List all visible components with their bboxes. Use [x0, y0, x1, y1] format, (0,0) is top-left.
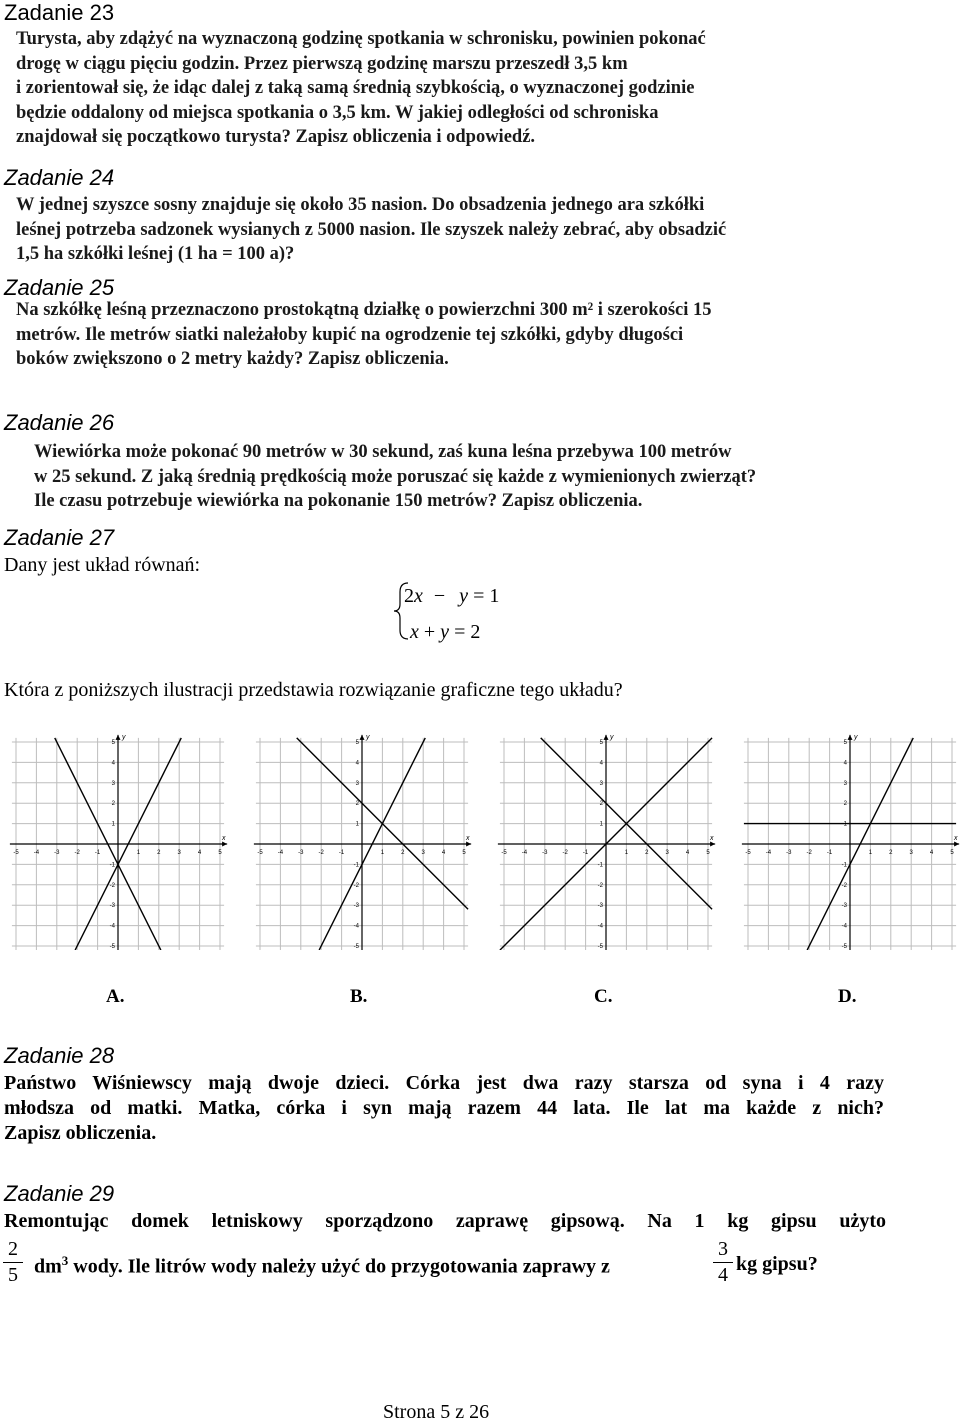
y-tick-label: 1: [355, 821, 359, 828]
x-tick-label: 2: [645, 850, 649, 856]
x-tick-label: 4: [929, 850, 934, 856]
task-27-intro: Dany jest układ równań:: [4, 554, 201, 576]
y-tick-label: 1: [599, 821, 603, 828]
task-27-heading: Zadanie 27: [4, 525, 115, 550]
task-25-text: [16, 298, 712, 372]
y-tick-label: -3: [841, 903, 847, 910]
x-tick-label: 2: [157, 850, 161, 856]
x-tick-label: -1: [94, 850, 101, 856]
task-25-line: metrów. Ile metrów siatki należałoby kupić na ogrodzenie tej szkółki, gdyby długości: [16, 324, 684, 345]
y-tick-label: 3: [355, 780, 359, 787]
task-23-line: będzie oddalony od miejsca spotkania o 3,5 km. W jakiej odległości od schroniska: [16, 102, 659, 123]
task-25-line: boków zwiększono o 2 metry każdy? Zapisz obliczenia.: [16, 349, 449, 369]
y-axis-label: y: [610, 733, 614, 741]
y-tick-label: -1: [353, 862, 359, 869]
y-tick-label: -2: [841, 882, 847, 889]
x-tick-label: -4: [277, 850, 284, 856]
x-tick-label: 4: [197, 850, 202, 856]
task-24-heading: Zadanie 24: [4, 165, 115, 190]
x-tick-label: -1: [582, 850, 589, 856]
y-tick-label: -3: [597, 903, 603, 910]
task-28-line: Zapisz obliczenia.: [4, 1122, 157, 1144]
x-axis-arrow: [466, 842, 471, 847]
x-tick-label: -3: [786, 850, 792, 856]
option-c-label: C.: [594, 986, 613, 1007]
x-tick-label: 2: [889, 850, 893, 856]
eq1-rhs: 1: [489, 585, 500, 607]
y-tick-label: -4: [841, 923, 847, 930]
task-25-line: Na szkółkę leśną przeznaczono prostokątną działkę o powierzchni 300 m² i szerokości 15: [16, 300, 712, 320]
y-tick-label: -1: [597, 862, 603, 869]
y-tick-label: -2: [109, 882, 115, 889]
graph-d: [740, 732, 960, 950]
y-tick-label: 5: [843, 740, 847, 746]
x-tick-label: -5: [13, 850, 19, 856]
x-tick-label: 1: [380, 850, 385, 856]
x-tick-label: -2: [318, 850, 324, 856]
task-29-heading: Zadanie 29: [4, 1181, 115, 1206]
y-tick-label: -1: [109, 862, 115, 869]
x-tick-label: 3: [665, 850, 669, 856]
eq2-y: y: [440, 621, 450, 643]
x-tick-label: -2: [74, 850, 80, 856]
x-tick-label: 3: [177, 850, 181, 856]
y-tick-label: -5: [597, 944, 603, 950]
y-tick-label: -3: [353, 903, 359, 910]
x-axis-arrow: [954, 842, 959, 847]
task-29-line-2a: [34, 1253, 610, 1279]
y-tick-label: -4: [597, 923, 603, 930]
x-tick-label: -4: [33, 850, 40, 856]
task-23-line: drogę w ciągu pięciu godzin. Przez pierwszą godzinę marszu przeszedł 3,5 km: [16, 53, 628, 74]
eq2-equals: =: [454, 621, 466, 643]
equation-1: [404, 585, 499, 608]
task-24-text: [16, 193, 726, 267]
x-tick-label: -3: [54, 850, 60, 856]
task-26-text: [34, 440, 756, 514]
x-tick-label: 5: [950, 850, 954, 856]
option-b-label: B.: [350, 986, 368, 1007]
eq2-x: x: [410, 621, 419, 643]
y-tick-label: 4: [843, 760, 847, 767]
y-axis-arrow: [604, 735, 609, 740]
equation-2: [410, 621, 480, 644]
y-tick-label: -2: [597, 882, 603, 889]
fraction-numerator: 2: [8, 1238, 18, 1260]
x-tick-label: -4: [521, 850, 528, 856]
task-26-line: w 25 sekund. Z jaką średnią prędkością może poruszać się każde z wymienionych zwierząt?: [34, 466, 757, 487]
graph-b: [252, 732, 472, 950]
x-tick-label: 5: [706, 850, 710, 856]
graph-a: [8, 732, 228, 950]
y-tick-label: 2: [599, 801, 603, 808]
y-tick-label: -4: [353, 923, 359, 930]
x-tick-label: 3: [909, 850, 913, 856]
eq1-equals: =: [473, 585, 485, 607]
x-axis-label: x: [222, 835, 226, 842]
fraction-numerator: 3: [718, 1238, 728, 1260]
x-tick-label: 2: [401, 850, 405, 856]
task-24-line: 1,5 ha szkółki leśnej (1 ha = 100 a)?: [16, 244, 295, 264]
y-tick-label: 2: [355, 801, 359, 808]
y-tick-label: 2: [111, 801, 115, 808]
eq2-rhs: 2: [470, 621, 481, 643]
y-axis-label: y: [122, 733, 126, 741]
x-tick-label: 1: [624, 850, 629, 856]
task-27-question: Która z poniższych ilustracji przedstawia rozwiązanie graficzne tego układu?: [4, 679, 623, 701]
x-tick-label: -5: [745, 850, 751, 856]
task-25-heading: Zadanie 25: [4, 275, 115, 300]
fraction-denominator: 4: [718, 1264, 728, 1286]
task-24-line: leśnej potrzeba sadzonek wysianych z 5000 nasion. Ile szyszek należy zebrać, aby obsadzić: [16, 219, 727, 240]
x-axis-label: x: [954, 835, 958, 842]
y-tick-label: -5: [353, 944, 359, 950]
y-tick-label: -4: [109, 923, 115, 930]
x-tick-label: -5: [501, 850, 507, 856]
x-tick-label: -3: [542, 850, 548, 856]
eq2-plus: +: [423, 621, 436, 643]
task-28-heading: Zadanie 28: [4, 1043, 115, 1068]
page-number: Strona 5 z 26: [383, 1401, 490, 1423]
unit-exponent: 3: [61, 1253, 69, 1268]
eq1-coefficient: 2: [404, 585, 414, 607]
y-tick-label: 5: [111, 740, 115, 746]
x-axis-arrow: [710, 842, 715, 847]
x-tick-label: 4: [441, 850, 446, 856]
fraction-denominator: 5: [8, 1264, 18, 1286]
x-tick-label: -5: [257, 850, 263, 856]
y-axis-arrow: [360, 735, 365, 740]
task-26-heading: Zadanie 26: [4, 410, 115, 435]
task-26-line: Ile czasu potrzebuje wiewiórka na pokonanie 150 metrów? Zapisz obliczenia.: [34, 491, 643, 511]
y-tick-label: -2: [353, 882, 359, 889]
y-tick-label: 5: [355, 740, 359, 746]
y-tick-label: 4: [599, 760, 603, 767]
task-28-line: młodsza od matki. Matka, córka i syn mają razem 44 lata. Ile lat ma każde z nich?: [4, 1097, 884, 1119]
task-29-line-1: Remontując domek letniskowy sporządzono zaprawę gipsową. Na 1 kg gipsu użyto: [4, 1210, 886, 1232]
task-23-line: znajdował się początkowo turysta? Zapisz obliczenia i odpowiedź.: [16, 127, 536, 147]
x-tick-label: 1: [868, 850, 873, 856]
x-tick-label: -1: [826, 850, 833, 856]
y-tick-label: 4: [111, 760, 115, 767]
graph-c: [496, 732, 716, 950]
x-tick-label: 5: [218, 850, 222, 856]
task-23-text: [16, 27, 706, 150]
y-tick-label: -3: [109, 903, 115, 910]
eq1-y: y: [459, 585, 469, 607]
y-tick-label: -5: [109, 944, 115, 950]
task-29-line-2-text: wody. Ile litrów wody należy użyć do przygotowania zaprawy z: [73, 1255, 610, 1278]
task-28-text: [4, 1071, 884, 1146]
task-23-line: i zorientował się, że idąc dalej z taką samą średnią szybkością, o wyznaczonej godzinie: [16, 78, 695, 98]
y-tick-label: 5: [599, 740, 603, 746]
y-axis-arrow: [116, 735, 121, 740]
x-tick-label: 5: [462, 850, 466, 856]
task-28-line: Państwo Wiśniewscy mają dwoje dzieci. Córka jest dwa razy starsza od syna i 4 razy: [4, 1072, 884, 1094]
task-24-line: W jednej szyszce sosny znajduje się około 35 nasion. Do obsadzenia jednego ara szkółki: [16, 195, 705, 215]
eq1-minus: −: [433, 585, 446, 607]
eq1-x: x: [414, 585, 423, 607]
y-tick-label: 1: [843, 821, 847, 828]
fraction-two-fifths: [0, 1238, 26, 1287]
y-axis-label: y: [854, 733, 858, 741]
x-tick-label: -2: [562, 850, 568, 856]
y-tick-label: 1: [111, 821, 115, 828]
y-tick-label: 4: [355, 760, 359, 767]
y-axis-arrow: [848, 735, 853, 740]
task-23-line: Turysta, aby zdążyć na wyznaczoną godzinę spotkania w schronisku, powinien pokonać: [16, 29, 706, 49]
task-23-heading: Zadanie 23: [4, 0, 115, 25]
y-tick-label: -1: [841, 862, 847, 869]
task-26-line: Wiewiórka może pokonać 90 metrów w 30 sekund, zaś kuna leśna przebywa 100 metrów: [34, 442, 732, 462]
x-tick-label: -4: [765, 850, 772, 856]
y-tick-label: 3: [111, 780, 115, 787]
x-axis-label: x: [466, 835, 470, 842]
x-axis-label: x: [710, 835, 714, 842]
x-tick-label: -3: [298, 850, 304, 856]
y-axis-label: y: [366, 733, 370, 741]
x-tick-label: 4: [685, 850, 690, 856]
x-tick-label: -1: [338, 850, 345, 856]
x-tick-label: 3: [421, 850, 425, 856]
task-29-line-2-end: kg gipsu?: [736, 1253, 818, 1275]
y-tick-label: 3: [843, 780, 847, 787]
x-tick-label: -2: [806, 850, 812, 856]
fraction-three-quarters: [710, 1238, 736, 1287]
x-axis-arrow: [222, 842, 227, 847]
option-d-label: D.: [838, 986, 857, 1007]
unit-dm: dm: [34, 1255, 62, 1278]
y-tick-label: 3: [599, 780, 603, 787]
y-tick-label: -5: [841, 944, 847, 950]
option-a-label: A.: [106, 986, 125, 1007]
y-tick-label: 2: [843, 801, 847, 808]
x-tick-label: 1: [136, 850, 141, 856]
